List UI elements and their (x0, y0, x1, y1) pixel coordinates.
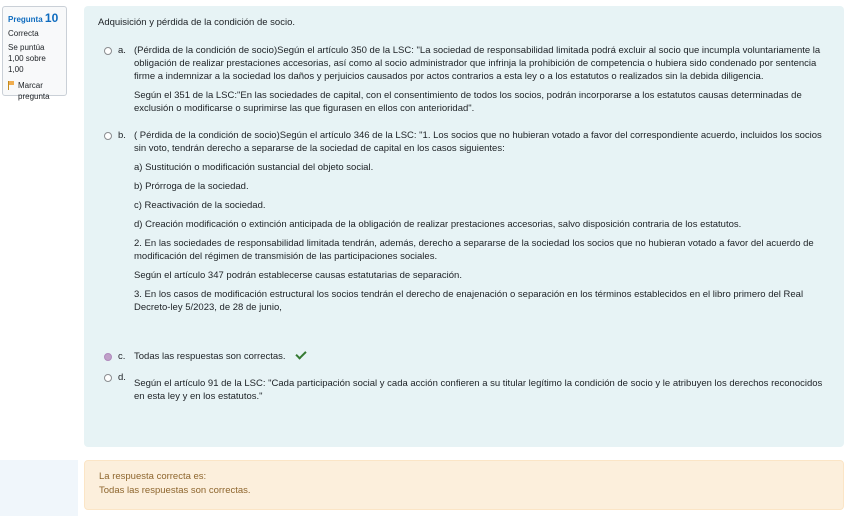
answer-c-text: Todas las respuestas son correctas. (134, 351, 286, 362)
question-grade: Se puntúa 1,00 sobre 1,00 (8, 43, 46, 74)
answer-option-c[interactable] (98, 350, 830, 363)
question-number-value: 10 (44, 11, 59, 25)
flag-question-link[interactable] (8, 80, 61, 102)
answer-option-b[interactable] (98, 129, 830, 342)
correct-answer-feedback (84, 460, 844, 510)
answer-b-paragraph: 3. En los casos de modificación estructural los socios tendrán el derecho de enajenación o separación en los términos establecidos en el libro primero del Real Decreto-ley 5/2023, de 28 de junio, (134, 289, 804, 313)
answer-option-d[interactable] (98, 371, 830, 403)
answer-letter-b: b. (118, 130, 126, 141)
answer-b-paragraph: 2. En las sociedades de responsabilidad limitada tendrán, además, derecho a separarse de la sociedad los socios que no hubieran votado a favor del acuerdo de modificación del régimen de transmisión de las participaciones sociales. (134, 238, 814, 262)
question-info-panel (2, 6, 67, 101)
answer-d-text: Según el artículo 91 de la LSC: "Cada participación social y cada acción confieren a su titular legítimo la condición de socio y le atribuyen los derechos reconocidos en esta ley y en los estatutos." (134, 378, 823, 402)
answer-letter-d: d. (118, 372, 126, 383)
answer-b-paragraph: Según el artículo 347 podrán establecerse causas estatutarias de separación. (134, 270, 462, 281)
answer-text-d (134, 371, 830, 403)
answer-a-paragraph: Según el 351 de la LSC:"En las sociedades de capital, con el consentimiento de todos los socios, podrán incorporarse a los estatutos causas determinadas de exclusión o modificarse o suprimirse las que figurasen en ellos con anterioridad". (134, 90, 802, 114)
radio-b[interactable] (104, 132, 112, 140)
radio-a[interactable] (104, 47, 112, 55)
answer-b-paragraph: ( Pérdida de la condición de socio)Según el artículo 346 de la LSC: "1. Los socios que no hubieran votado a favor del correspondiente acuerdo, incluidos los socios sin voto, tendrán derecho a separarse de la sociedad de capital en los casos siguientes: (134, 130, 822, 154)
left-background (0, 460, 78, 516)
question-content (84, 6, 844, 447)
feedback-answer: Todas las respuestas son correctas. (99, 485, 251, 496)
answer-text-a (134, 44, 830, 121)
answer-letter-c: c. (118, 351, 126, 362)
answer-letter-a: a. (118, 45, 126, 56)
answer-text-b (134, 129, 830, 342)
radio-d[interactable] (104, 374, 112, 382)
answer-a-paragraph: (Pérdida de la condición de socio)Según el artículo 350 de la LSC: "La sociedad de responsabilidad limitada podrá excluir al socio que incumpla voluntariamente la obligación de realizar prestaciones accesorias, así como al socio administrador que infrinja la prohibición de competencia o hubiera sido condenado por sentencia firme a indemnizar a la sociedad los daños y perjuicios causados por actos contrarios a esta ley o a los estatutos o realizados sin la debida diligencia. (134, 45, 821, 82)
question-text: Adquisición y pérdida de la condición de socio. (98, 17, 295, 28)
answer-b-paragraph: c) Reactivación de la sociedad. (134, 200, 266, 211)
answer-b-paragraph: b) Prórroga de la sociedad. (134, 181, 249, 192)
answer-text-c (134, 350, 830, 363)
feedback-title: La respuesta correcta es: (99, 471, 207, 482)
flag-icon (8, 81, 15, 90)
question-label: Pregunta (8, 15, 43, 24)
question-number (8, 11, 61, 27)
flag-question-label: Marcar pregunta (18, 81, 50, 101)
radio-c-selected[interactable] (104, 353, 112, 361)
answer-b-paragraph: d) Creación modificación o extinción anticipada de la obligación de realizar prestaciones accesorias, salvo disposición contraria de los estatutos. (134, 219, 742, 230)
answer-b-paragraph: a) Sustitución o modificación sustancial del objeto social. (134, 162, 374, 173)
answer-option-a[interactable] (98, 44, 830, 121)
question-state: Correcta (8, 29, 39, 38)
correct-check-icon (295, 348, 306, 359)
